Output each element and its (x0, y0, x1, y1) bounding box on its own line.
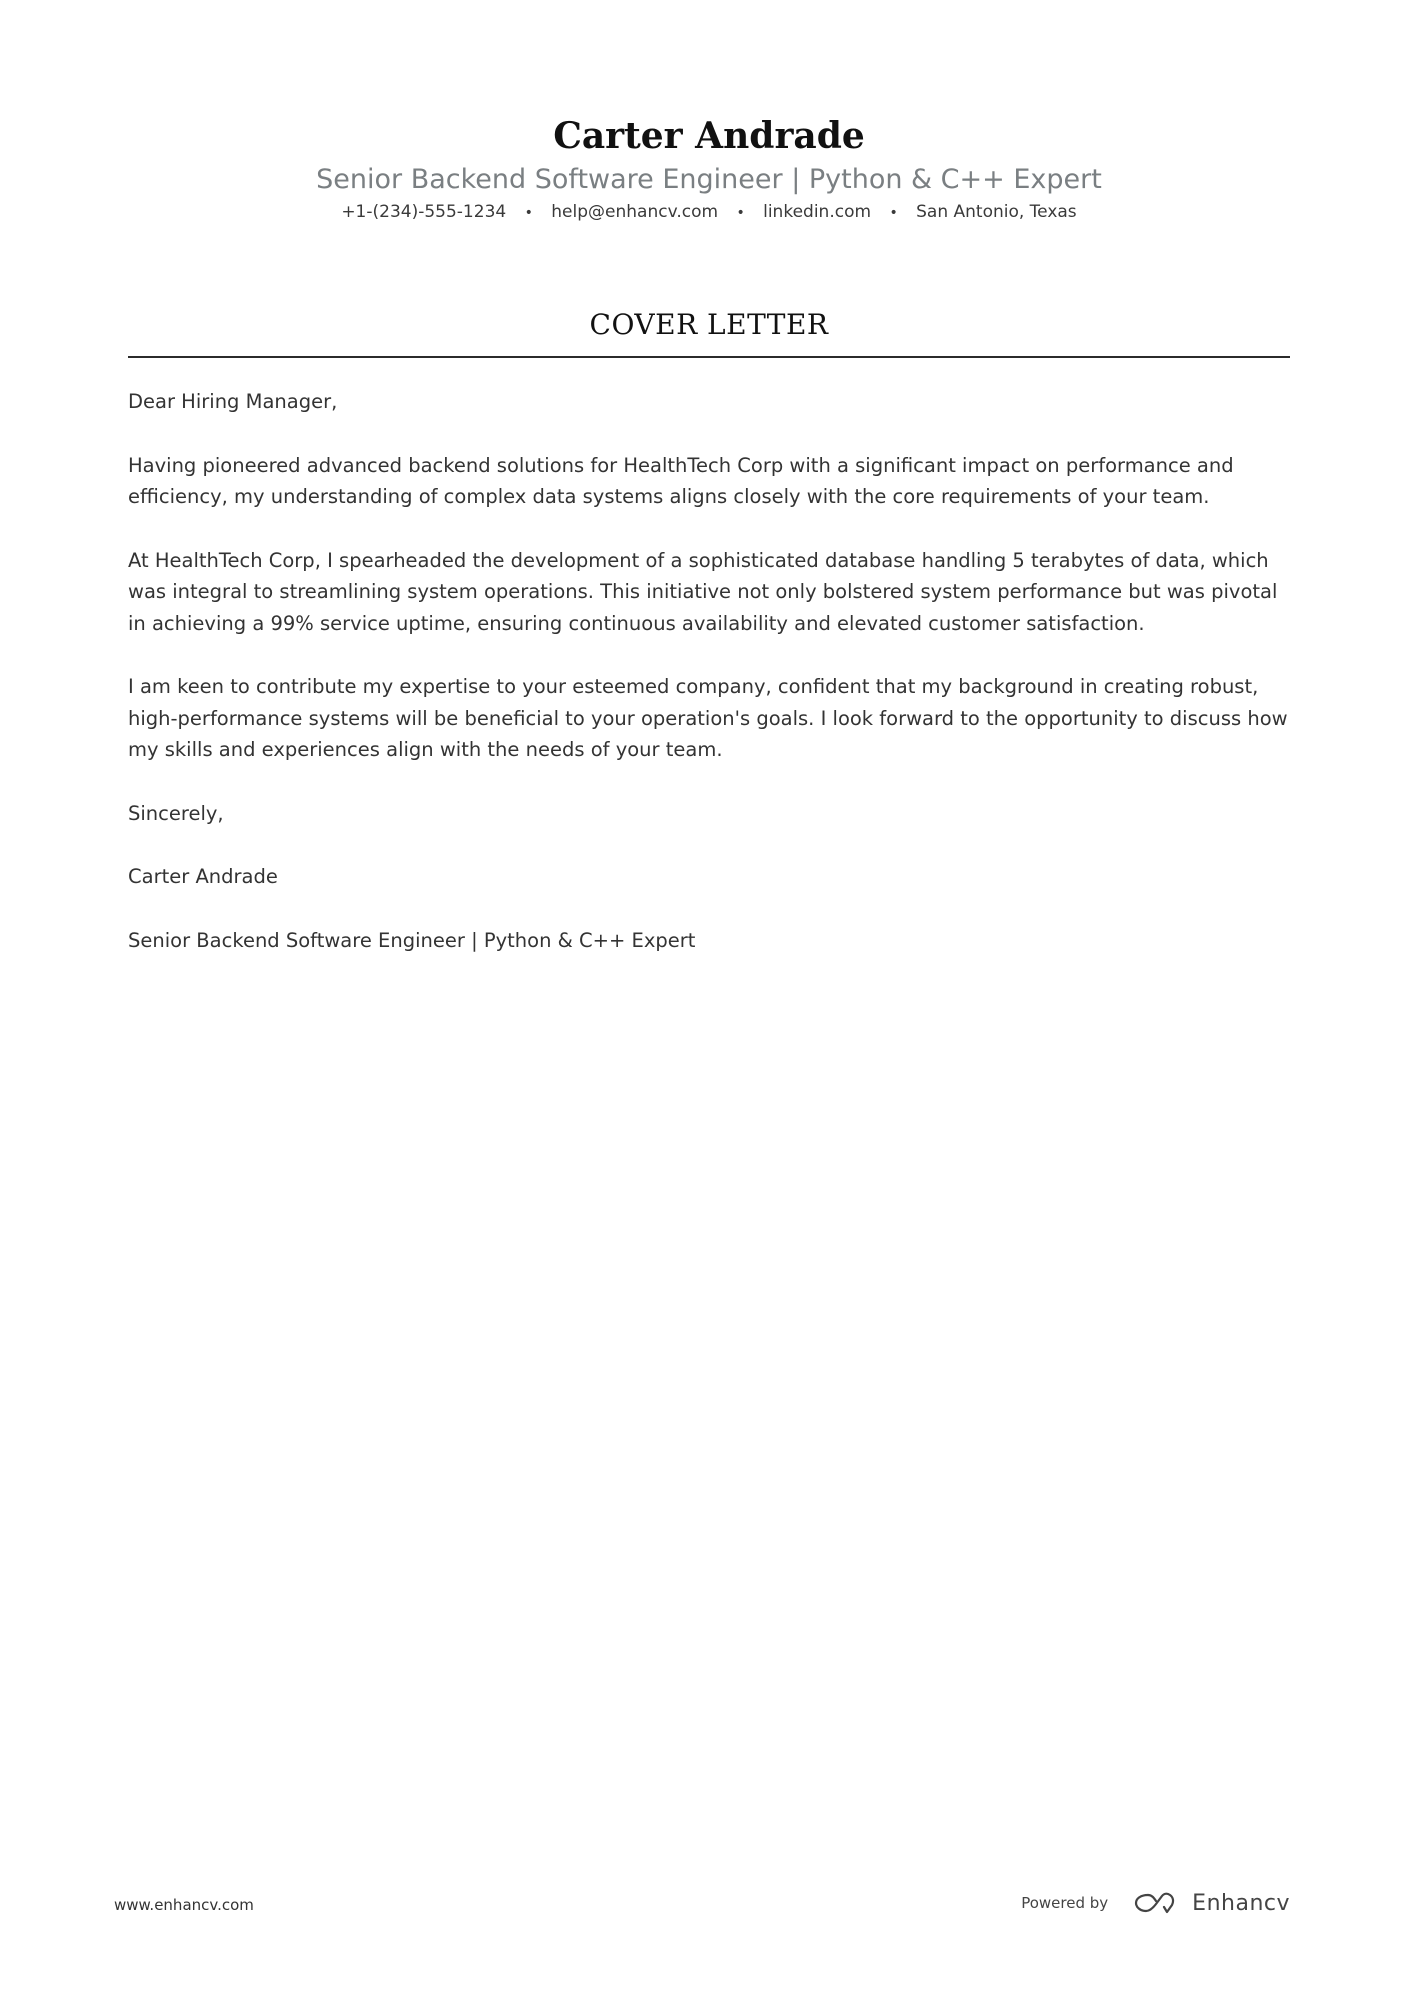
contact-line (128, 200, 1290, 225)
location-text: San Antonio, Texas (916, 202, 1077, 222)
linkedin-text: linkedin.com (763, 202, 872, 222)
footer-website: www.enhancv.com (114, 1896, 254, 1914)
letter-closing: Sincerely, (128, 801, 224, 825)
signature-name: Carter Andrade (128, 865, 278, 888)
powered-by-text: Powered by (1021, 1894, 1109, 1912)
letter-paragraph: At HealthTech Corp, I spearheaded the development of a sophisticated database handling 5 terabytes of data, which was integral to streamlining system operations. This initiative not only bolstered system performance but was pivotal in achieving a 99% service uptime, ensuring continuous availability and elevated customer satisfaction. (128, 548, 1278, 635)
section-divider (128, 356, 1290, 358)
contact-separator: • (889, 205, 898, 221)
candidate-name: Carter Andrade (553, 115, 865, 157)
footer-branding (1021, 1886, 1290, 1920)
header (128, 112, 1290, 225)
signature-title: Senior Backend Software Engineer | Python & C++ Expert (128, 928, 696, 952)
email-text: help@enhancv.com (551, 202, 719, 222)
enhancv-logo-icon (1134, 1891, 1180, 1915)
contact-separator: • (736, 205, 745, 221)
contact-separator: • (524, 205, 533, 221)
candidate-title: Senior Backend Software Engineer | Python & C++ Expert (316, 164, 1102, 195)
letter-paragraph: I am keen to contribute my expertise to your esteemed company, confident that my background in creating robust, high-performance systems will be beneficial to your operation's goals. I look forward to the opportunity to discuss how my skills and experiences align with the needs of your team. (128, 675, 1288, 761)
letter-paragraph: Having pioneered advanced backend solutions for HealthTech Corp with a significant impact on performance and efficiency, my understanding of complex data systems aligns closely with the core requirements of your team. (128, 453, 1234, 508)
letter-greeting: Dear Hiring Manager, (128, 390, 338, 413)
section-title: COVER LETTER (589, 308, 829, 341)
phone-text: +1-(234)-555-1234 (341, 202, 507, 222)
letter-body (128, 386, 1290, 988)
brand-name: Enhancv (1192, 1890, 1290, 1916)
